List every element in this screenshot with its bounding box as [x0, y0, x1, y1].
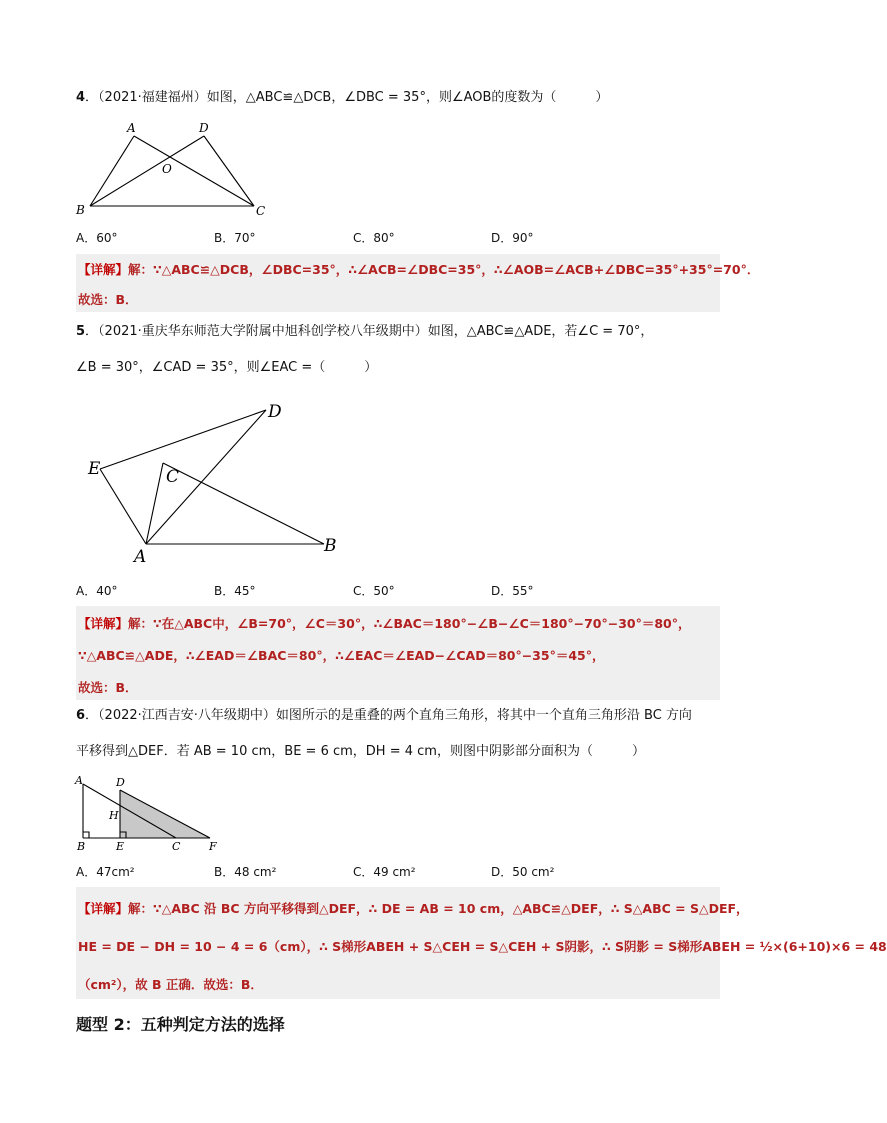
q5-label-d: D [268, 402, 282, 422]
q5-answer-line-2: ∵△ABC≌△ADE，∴∠EAD＝∠BAC＝80°，∴∠EAC＝∠EAD−∠CAD＝80°−35°＝45°， [78, 648, 605, 663]
q6-option-a[interactable]: A．47cm² [76, 865, 135, 879]
question-5-figure [76, 396, 356, 571]
q4-option-b[interactable]: B．70° [214, 231, 256, 245]
question-5-answer [76, 606, 720, 700]
q6-label-f: F [209, 840, 217, 853]
section-heading: 题型 2：五种判定方法的选择 [76, 1015, 285, 1034]
question-5-stem-line-1: ．（2021·重庆华东师范大学附属中旭科创学校八年级期中）如图，△ABC≌△ADE，若∠C = 70°， [85, 324, 654, 339]
q5-answer-tag: 【详解】 [78, 616, 129, 631]
question-4-answer [76, 254, 760, 312]
question-5-text [76, 322, 653, 342]
q4-answer-line-1: 解：∵△ABC≌△DCB，∠DBC=35°，∴∠ACB=∠DBC=35°，∴∠AOB=∠ACB+∠DBC=35°+35°=70°． [128, 262, 760, 277]
q6-answer-line-2: HE = DE − DH = 10 − 4 = 6（cm），∴ S梯形ABEH + S△CEH = S△CEH + S阴影，∴ S阴影 = S梯形ABEH = ½×(6+10)×6 = 48 [78, 939, 887, 954]
q6-option-b[interactable]: B．48 cm² [214, 865, 277, 879]
q6-option-d[interactable]: D．50 cm² [491, 865, 555, 879]
q4-option-d[interactable]: D．90° [491, 231, 534, 245]
question-4-stem: ．（2021·福建福州）如图，△ABC≌△DCB，∠DBC = 35°，则∠AOB的度数为（ ） [85, 90, 609, 105]
q4-label-d: D [199, 121, 209, 135]
question-6-answer [76, 887, 887, 999]
q5-option-a[interactable]: A．40° [76, 584, 118, 598]
question-6-options [76, 863, 716, 881]
question-4-text [76, 88, 608, 108]
question-4-number: 4 [76, 90, 86, 105]
question-4-options [76, 229, 716, 247]
q4-answer-line-2: 故选：B． [78, 292, 138, 307]
q6-option-c[interactable]: C．49 cm² [353, 865, 416, 879]
q6-label-e: E [116, 840, 125, 853]
q4-label-c: C [256, 204, 266, 218]
q5-answer-line-3: 故选：B． [78, 680, 138, 695]
q4-label-o: O [162, 162, 172, 176]
question-6-stem-line-2: 平移得到△DEF．若 AB = 10 cm，BE = 6 cm，DH = 4 cm，则图中阴影部分面积为（ ） [76, 744, 645, 759]
question-5-number: 5 [76, 324, 86, 339]
q4-label-b: B [76, 203, 85, 217]
q5-label-c: C [166, 467, 180, 487]
q6-answer-line-1: 解：∵△ABC 沿 BC 方向平移得到△DEF，∴ DE = AB = 10 cm，△ABC≌△DEF，∴ S△ABC = S△DEF， [128, 901, 749, 916]
q5-option-d[interactable]: D．55° [491, 584, 534, 598]
question-4-figure [72, 118, 282, 218]
question-6-stem-line-1: ．（2022·江西吉安·八年级期中）如图所示的是重叠的两个直角三角形，将其中一个直角三角形沿 BC 方向 [85, 708, 692, 723]
question-6-number: 6 [76, 708, 86, 723]
q5-label-b: B [324, 536, 337, 556]
q6-label-h: H [109, 809, 119, 822]
q4-label-a: A [127, 121, 136, 135]
question-5-options [76, 582, 716, 600]
q6-answer-line-3: （cm²），故 B 正确．故选：B． [78, 977, 263, 992]
q6-label-b: B [77, 840, 86, 853]
question-6-figure [72, 772, 232, 852]
q5-answer-line-1: 解：∵在△ABC中，∠B=70°，∠C＝30°，∴∠BAC＝180°−∠B−∠C＝180°−70°−30°＝80°， [128, 616, 691, 631]
q6-label-d: D [116, 776, 125, 789]
q6-label-a: A [75, 774, 83, 787]
q4-answer-tag: 【详解】 [78, 262, 129, 277]
q5-label-e: E [88, 459, 101, 479]
q4-option-a[interactable]: A．60° [76, 231, 118, 245]
q5-option-c[interactable]: C．50° [353, 584, 395, 598]
q4-option-c[interactable]: C．80° [353, 231, 395, 245]
question-6-text [76, 706, 692, 726]
q6-label-c: C [172, 840, 181, 853]
q5-label-a: A [134, 547, 147, 567]
q6-answer-tag: 【详解】 [78, 901, 129, 916]
question-5-stem-line-2: ∠B = 30°，∠CAD = 35°，则∠EAC =（ ） [76, 360, 378, 375]
q5-option-b[interactable]: B．45° [214, 584, 256, 598]
